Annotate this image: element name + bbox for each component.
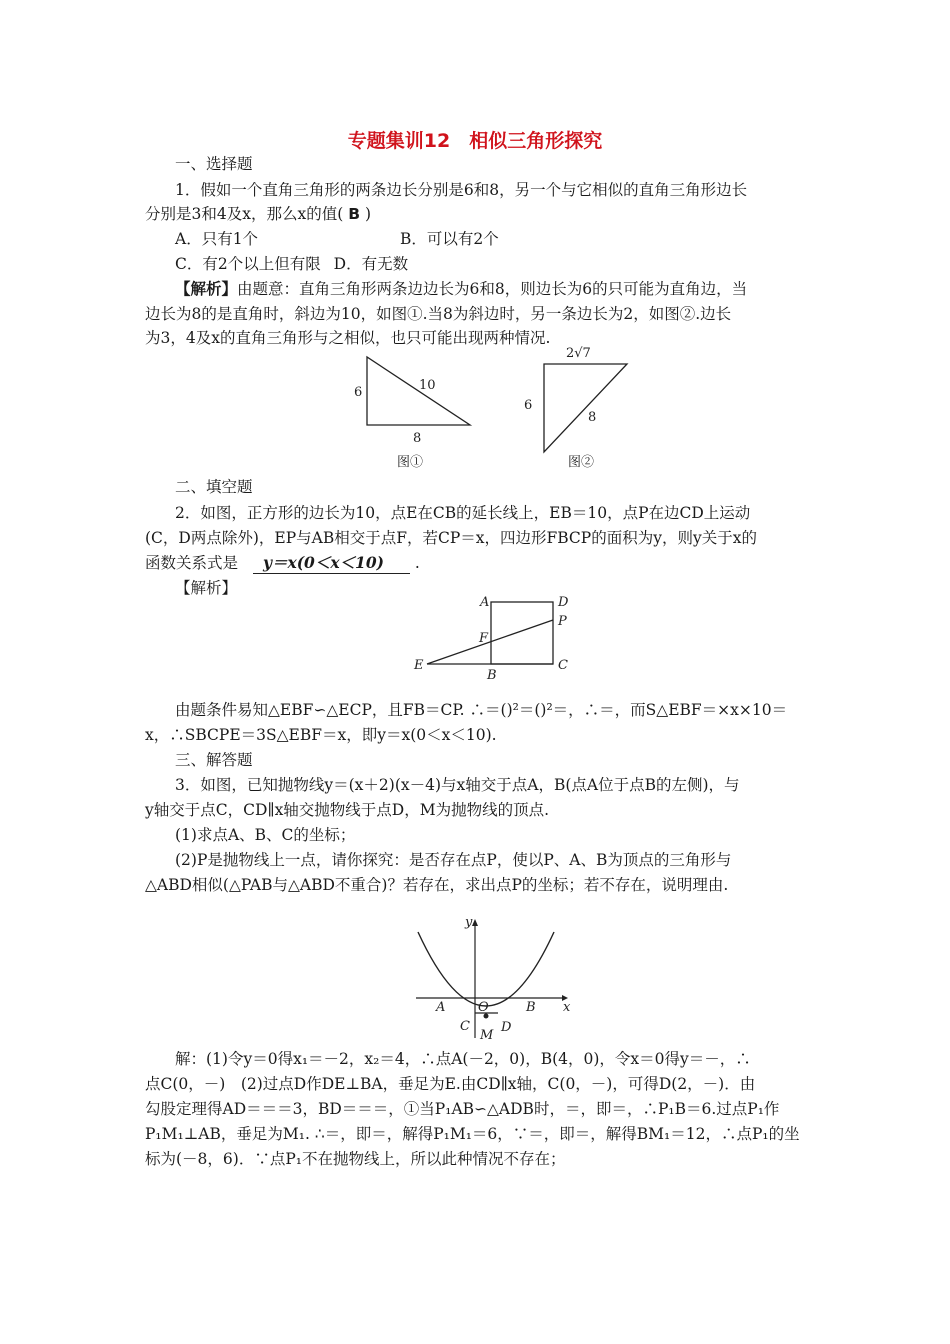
q2-line2: (C，D两点除外)，EP与AB相交于点F，若CP＝x，四边形FBCP的面积为y，则y关于x的 [145, 529, 757, 547]
q1-explanation-line3: 为3，4及x的直角三角形与之相似，也只可能出现两种情况. [145, 329, 551, 347]
q3-part2-line1: (2)P是抛物线上一点，请你探究：是否存在点P，使以P、A、B为顶点的三角形与 [175, 851, 732, 869]
section-heading-solve: 三、解答题 [175, 751, 253, 769]
triangle-2-shape [544, 364, 627, 452]
q2-line3-post: . [414, 554, 420, 572]
q2-jiexi-label: 【解析】 [175, 579, 238, 597]
figure-1-right-triangle [345, 345, 485, 475]
figure-3-square [405, 590, 585, 685]
q3-part1: (1)求点A、B、C的坐标； [175, 826, 356, 844]
fig4-label-y: y [465, 915, 473, 930]
page-title: 专题集训12 相似三角形探究 [347, 130, 603, 152]
y-axis-arrow [472, 919, 478, 926]
fig3-label-f: F [479, 631, 489, 646]
q2-line3 [145, 553, 805, 574]
q1-options-row2 [175, 254, 835, 274]
fig3-label-c: C [558, 658, 568, 673]
q1-explanation-line1 [175, 279, 835, 299]
q3-line2: y轴交于点C，CD∥x轴交抛物线于点D，M为抛物线的顶点. [145, 801, 550, 819]
q3-solution-line3: 勾股定理得AD＝＝＝3，BD＝＝＝，①当P₁AB∽△ADB时，＝，即＝，∴P₁B＝6.过点P₁作 [145, 1100, 780, 1118]
fig3-label-e: E [414, 658, 424, 673]
q1-option-c: C．有2个以上但有限 [175, 255, 321, 273]
q1-expl-text1: 由题意：直角三角形两条边边长为6和8，则边长为6的只可能为直角边，当 [237, 280, 748, 298]
figure-2-right-triangle [510, 342, 640, 475]
fig1-caption: 图① [397, 455, 424, 470]
q1-options-row1 [175, 229, 835, 249]
fig4-label-x: x [563, 1000, 571, 1015]
q1-option-d: D．有无数 [333, 255, 409, 273]
section-heading-choice: 一、选择题 [175, 155, 253, 173]
fig4-label-b: B [526, 1000, 536, 1015]
q2-answer: y＝x(0＜x＜10) [253, 553, 410, 574]
fig3-label-b: B [487, 668, 497, 683]
fig4-label-d: D [501, 1020, 512, 1035]
fig3-label-p: P [558, 614, 567, 629]
q1-stem-line1: 1．假如一个直角三角形的两条边长分别是6和8，另一个与它相似的直角三角形边长 [175, 181, 748, 199]
q1-answer: B [348, 205, 361, 223]
q1-stem-pre: 分别是3和4及x，那么x的值( [145, 205, 344, 223]
q1-option-a: A．只有1个 [175, 230, 259, 248]
fig3-label-d: D [558, 595, 569, 610]
q2-solution-line1: 由题条件易知△EBF∽△ECP，且FB＝CP. ∴＝()²＝()²＝，∴＝，而S△EBF＝×x×10＝ [175, 701, 788, 719]
q1-explanation-line2: 边长为8的是直角时，斜边为10，如图①.当8为斜边时，另一条边长为2，如图②.边长 [145, 305, 732, 323]
fig1-label-8: 8 [413, 431, 422, 446]
q3-solution-line5: 标为(－8，6)．∵点P₁不在抛物线上，所以此种情况不存在； [145, 1150, 566, 1168]
q3-part2-line2: △ABD相似(△PAB与△ABD不重合)？若存在，求出点P的坐标；若不存在，说明理由. [145, 876, 729, 894]
fig3-label-a: A [480, 595, 490, 610]
q3-solution-line2: 点C(0，－) (2)过点D作DE⊥BA，垂足为E.由CD∥x轴，C(0，－)，可得D(2，－)．由 [145, 1075, 756, 1093]
q3-line1: 3．如图，已知抛物线y＝(x＋2)(x－4)与x轴交于点A，B(点A位于点B的左侧)，与 [175, 776, 740, 794]
parabola-curve [418, 932, 554, 1006]
fig4-label-c: C [460, 1019, 470, 1034]
fig4-label-m: M [480, 1028, 494, 1043]
fig4-label-a: A [436, 1000, 446, 1015]
q2-line1: 2．如图，正方形的边长为10，点E在CB的延长线上，EB＝10，点P在边CD上运动 [175, 504, 751, 522]
q1-stem-line2 [145, 204, 805, 224]
q1-option-b: B．可以有2个 [400, 230, 499, 248]
fig1-label-10: 10 [419, 378, 436, 393]
fig4-label-o: O [478, 1000, 489, 1015]
q1-jiexi-label: 【解析】 [175, 279, 238, 298]
fig2-label-2root7: 2√7 [566, 346, 591, 361]
q3-solution-line4: P₁M₁⊥AB，垂足为M₁. ∴＝，即＝，解得P₁M₁＝6，∵＝，即＝，解得BM₁＝12，∴点P₁的坐 [145, 1125, 800, 1143]
section-heading-fill: 二、填空题 [175, 478, 253, 496]
fig2-label-8: 8 [588, 410, 597, 425]
fig1-label-6: 6 [354, 385, 363, 400]
q2-solution-line2: x，∴SBCPE＝3S△EBF＝x，即y＝x(0＜x＜10). [145, 726, 497, 744]
q2-line3-pre: 函数关系式是 [145, 554, 239, 572]
q3-solution-line1: 解：(1)令y＝0得x₁＝－2，x₂＝4，∴点A(－2，0)，B(4，0)，令x＝0得y＝－，∴ [175, 1050, 751, 1068]
square-abcd [491, 602, 553, 664]
figure-4-parabola [410, 910, 580, 1045]
q1-stem-post: ) [364, 205, 372, 223]
line-ep [427, 620, 553, 664]
fig2-caption: 图② [568, 455, 595, 470]
fig2-label-6: 6 [524, 398, 533, 413]
